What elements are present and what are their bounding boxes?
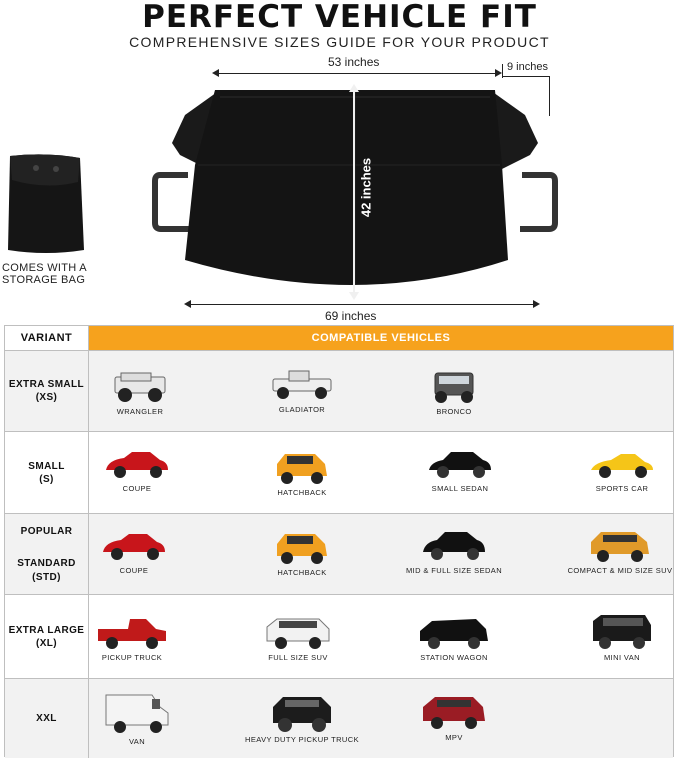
vehicle-sports-car <box>557 448 679 493</box>
vehicle-label: VAN <box>128 737 146 746</box>
vehicle-label: COUPE <box>119 566 149 575</box>
suv-icon <box>421 367 487 405</box>
vehicle-hatchback-std <box>237 530 367 577</box>
storage-bag-label <box>2 262 87 286</box>
vehicle-coupe <box>72 448 202 493</box>
red-pickup-icon <box>94 615 170 651</box>
black-minivan-icon <box>587 613 657 651</box>
vehicle-gladiator <box>237 367 367 414</box>
pickup-jeep-icon <box>269 367 335 403</box>
vehicle-label: PICKUP TRUCK <box>101 653 163 662</box>
orange-hatchback-icon <box>269 530 335 566</box>
vehicle-coupe-std <box>69 530 199 575</box>
variant-name: SMALL <box>28 460 65 472</box>
top-width-arrow-right-icon <box>495 69 502 77</box>
vehicle-label: FULL SIZE SUV <box>268 653 328 662</box>
vehicle-label: WRANGLER <box>116 407 164 416</box>
vehicle-label: MID & FULL SIZE SEDAN <box>405 566 503 575</box>
vehicle-wrangler <box>75 369 205 416</box>
red-coupe-icon <box>99 530 169 564</box>
variant-name: XXL <box>36 713 57 724</box>
top-width-line <box>214 73 498 74</box>
white-van-icon <box>102 691 172 735</box>
vehicle-label: HATCHBACK <box>277 488 327 497</box>
page-subtitle: COMPREHENSIVE SIZES GUIDE FOR YOUR PRODUCT <box>129 34 550 50</box>
orange-suv-icon <box>585 528 655 564</box>
vehicle-label: BRONCO <box>436 407 472 416</box>
yellow-sports-car-icon <box>587 448 657 482</box>
vehicle-label: COMPACT & MID SIZE SUV <box>567 566 673 575</box>
vehicle-compact-suv <box>555 528 679 575</box>
vehicle-label: SPORTS CAR <box>595 484 649 493</box>
jeep-icon <box>107 369 173 405</box>
vehicle-label: MPV <box>445 733 463 742</box>
flap-width-vline-left <box>502 64 503 78</box>
height-label: 42 inches <box>358 157 374 218</box>
white-suv-icon <box>263 615 333 651</box>
top-width-arrow-left-icon <box>212 69 219 77</box>
flap-width-vline-right <box>549 76 550 116</box>
vehicle-label: SMALL SEDAN <box>431 484 489 493</box>
variant-header: VARIANT <box>5 326 89 350</box>
table-row-s <box>5 431 673 513</box>
variant-code: (XL) <box>35 637 58 649</box>
vehicle-mini-van <box>557 613 679 662</box>
vehicle-small-sedan <box>395 448 525 493</box>
vehicle-label: HEAVY DUTY PICKUP TRUCK <box>245 735 359 744</box>
vehicle-van <box>72 691 202 746</box>
table-row-std <box>5 513 673 594</box>
flap-width-label: 9 inches <box>507 61 548 73</box>
black-sedan-icon <box>425 448 495 482</box>
height-line <box>353 88 355 296</box>
compatibility-table <box>4 325 674 757</box>
variant-name: EXTRA LARGE <box>8 624 85 636</box>
red-mpv-icon <box>419 693 489 731</box>
vehicle-hatchback <box>237 450 367 497</box>
vehicle-label: COUPE <box>122 484 152 493</box>
height-arrow-down-icon <box>349 292 359 300</box>
variant-name: POPULAR <box>20 525 73 537</box>
variant-name: EXTRA SMALL <box>8 379 85 390</box>
bottom-width-label: 69 inches <box>325 309 377 323</box>
page-title: PERFECT VEHICLE FIT <box>142 0 537 35</box>
storage-bag-label-line1: COMES WITH A <box>2 262 87 274</box>
vehicle-mpv <box>389 693 519 742</box>
vehicle-mid-full-sedan <box>389 528 519 575</box>
vehicle-label: STATION WAGON <box>420 653 488 662</box>
red-coupe-icon <box>102 448 172 482</box>
bottom-width-line <box>186 304 536 305</box>
vehicle-pickup-truck <box>67 615 197 662</box>
orange-hatchback-icon <box>269 450 335 486</box>
compatible-vehicles-header: COMPATIBLE VEHICLES <box>89 326 673 350</box>
black-sedan-icon <box>419 528 489 564</box>
bottom-width-arrow-right-icon <box>533 300 540 308</box>
variant-code: (S) <box>39 473 54 485</box>
flap-width-line <box>502 76 550 77</box>
vehicle-heavy-duty-pickup <box>237 691 367 744</box>
storage-bag-label-line2: STORAGE BAG <box>2 274 86 286</box>
vehicle-label: MINI VAN <box>604 653 640 662</box>
height-arrow-up-icon <box>349 84 359 92</box>
windshield-cover-illustration <box>150 85 560 305</box>
vehicle-full-size-suv <box>233 615 363 662</box>
vehicle-label: HATCHBACK <box>277 568 327 577</box>
black-heavy-pickup-icon <box>267 691 337 733</box>
top-width-label: 53 inches <box>328 55 380 69</box>
bottom-width-arrow-left-icon <box>184 300 191 308</box>
table-row-xxl <box>5 678 673 758</box>
table-row-xl <box>5 594 673 678</box>
vehicle-station-wagon <box>389 615 519 662</box>
variant-name-2: STANDARD <box>17 557 76 569</box>
storage-bag-icon <box>6 152 86 256</box>
black-wagon-icon <box>416 615 492 651</box>
variant-code: (XS) <box>35 392 58 403</box>
table-row-xs <box>5 350 673 431</box>
variant-code: (STD) <box>32 571 61 583</box>
vehicle-bronco <box>389 367 519 416</box>
vehicle-label: GLADIATOR <box>278 405 326 414</box>
